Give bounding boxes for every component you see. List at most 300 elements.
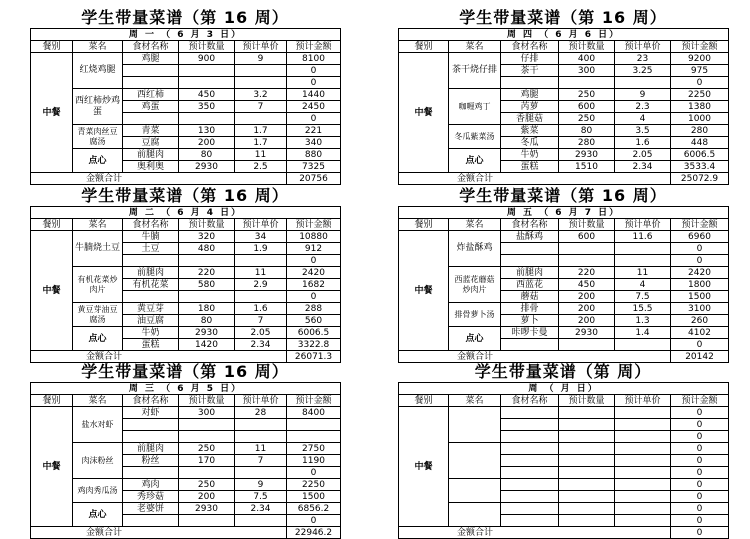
amount-cell: 7325 [287,161,341,173]
total-amount: 0 [671,527,729,539]
unit-price-cell [615,479,671,491]
quantity-cell [559,419,615,431]
total-label: 金额合计 [399,351,671,363]
quantity-cell [559,255,615,267]
header-quantity: 预计数量 [559,395,615,407]
unit-price-cell: 7 [235,101,287,113]
unit-price-cell: 2.05 [235,327,287,339]
ingredient-cell: 紫菜 [501,125,559,137]
amount-cell: 2250 [671,89,729,101]
amount-cell: 0 [671,255,729,267]
quantity-cell: 220 [559,267,615,279]
quantity-cell [179,419,235,431]
quantity-cell: 600 [559,101,615,113]
ingredient-cell: 前腿肉 [123,267,179,279]
quantity-cell: 450 [559,279,615,291]
header-unit-price: 预计单价 [235,219,287,231]
ingredient-cell [501,243,559,255]
quantity-cell [559,407,615,419]
ingredient-cell [501,515,559,527]
amount-cell: 0 [671,407,729,419]
ingredient-cell: 蛋糕 [123,339,179,351]
unit-price-cell: 7.5 [235,491,287,503]
header-ingredient: 食材名称 [501,41,559,53]
ingredient-cell [501,407,559,419]
unit-price-cell [235,419,287,431]
ingredient-cell [501,419,559,431]
amount-cell: 2750 [287,443,341,455]
header-amount: 预计金额 [671,219,729,231]
amount-cell: 0 [287,77,341,89]
header-dish: 菜名 [449,219,501,231]
quantity-cell: 80 [179,149,235,161]
header-dish: 菜名 [73,219,123,231]
amount-cell: 6006.5 [287,327,341,339]
amount-cell [287,419,341,431]
unit-price-cell [615,515,671,527]
quantity-cell [559,491,615,503]
unit-price-cell: 1.3 [615,315,671,327]
ingredient-cell: 豆腐 [123,137,179,149]
header-unit-price: 预计单价 [235,41,287,53]
ingredient-cell [501,467,559,479]
ingredient-cell [501,77,559,89]
ingredient-cell: 有机花菜 [123,279,179,291]
menu-block-blank [398,362,728,538]
dish-name-cell: 排骨萝卜汤 [449,303,501,327]
amount-cell: 0 [671,491,729,503]
amount-cell: 0 [671,243,729,255]
quantity-cell [179,65,235,77]
ingredient-cell: 芮萝 [501,101,559,113]
dish-name-cell: 点心 [449,327,501,351]
amount-cell: 340 [287,137,341,149]
header-meal: 餐别 [399,219,449,231]
total-amount: 22946.2 [287,527,341,539]
amount-cell: 560 [287,315,341,327]
ingredient-cell: 西蓝花 [501,279,559,291]
amount-cell: 0 [671,443,729,455]
dish-name-cell: 盐水对虾 [73,407,123,443]
unit-price-cell [615,339,671,351]
quantity-cell: 300 [179,407,235,419]
meal-type-cell: 中餐 [399,407,449,527]
unit-price-cell [615,503,671,515]
dish-name-cell: 点心 [73,149,123,173]
ingredient-cell: 牛奶 [123,327,179,339]
unit-price-cell [235,515,287,527]
unit-price-cell: 1.9 [235,243,287,255]
menu-block-tuesday [30,186,340,362]
amount-cell: 280 [671,125,729,137]
amount-cell: 448 [671,137,729,149]
ingredient-cell: 鸡肉 [123,479,179,491]
dish-name-cell: 冬瓜紫菜汤 [449,125,501,149]
quantity-cell [559,467,615,479]
quantity-cell [559,503,615,515]
unit-price-cell [615,491,671,503]
unit-price-cell: 7 [235,455,287,467]
quantity-cell: 130 [179,125,235,137]
ingredient-cell: 蘑菇 [501,291,559,303]
ingredient-cell: 青菜 [123,125,179,137]
unit-price-cell: 2.05 [615,149,671,161]
ingredient-cell: 牛奶 [501,149,559,161]
amount-cell: 260 [671,315,729,327]
unit-price-cell: 11.6 [615,231,671,243]
unit-price-cell: 7.5 [615,291,671,303]
meal-type-cell: 中餐 [399,53,449,173]
header-dish: 菜名 [449,41,501,53]
dish-name-cell: 炸盐酥鸡 [449,231,501,267]
quantity-cell: 2930 [179,503,235,515]
amount-cell: 6856.2 [287,503,341,515]
meal-type-cell: 中餐 [31,53,73,173]
quantity-cell: 400 [559,53,615,65]
amount-cell: 0 [287,255,341,267]
ingredient-cell: 西红柿 [123,89,179,101]
ingredient-cell: 秀珍菇 [123,491,179,503]
header-quantity: 预计数量 [179,41,235,53]
ingredient-cell [501,255,559,267]
total-label: 金额合计 [31,351,287,363]
header-ingredient: 食材名称 [501,219,559,231]
unit-price-cell: 9 [615,89,671,101]
quantity-cell: 480 [179,243,235,255]
ingredient-cell: 前腿肉 [501,267,559,279]
quantity-cell [179,515,235,527]
unit-price-cell: 7 [235,315,287,327]
unit-price-cell [615,407,671,419]
dish-name-cell [449,503,501,527]
amount-cell: 3100 [671,303,729,315]
total-label: 金额合计 [399,173,671,185]
menu-block-thursday [398,8,728,184]
unit-price-cell [235,291,287,303]
ingredient-cell [501,503,559,515]
unit-price-cell: 3.5 [615,125,671,137]
amount-cell: 0 [287,467,341,479]
unit-price-cell: 1.7 [235,125,287,137]
header-quantity: 预计数量 [179,219,235,231]
ingredient-cell: 老婆饼 [123,503,179,515]
block-title: 学生带量菜谱（第 16 周） [81,8,289,27]
amount-cell: 0 [287,515,341,527]
ingredient-cell [123,255,179,267]
amount-cell: 2250 [287,479,341,491]
quantity-cell: 1510 [559,161,615,173]
unit-price-cell: 9 [235,53,287,65]
ingredient-cell [123,467,179,479]
ingredient-cell: 土豆 [123,243,179,255]
ingredient-cell: 茶干 [501,65,559,77]
ingredient-cell: 鸡腿 [123,53,179,65]
menu-block-monday [30,8,340,184]
amount-cell: 880 [287,149,341,161]
amount-cell: 221 [287,125,341,137]
unit-price-cell [235,77,287,89]
menu-table [398,382,729,539]
ingredient-cell: 牛腩 [123,231,179,243]
quantity-cell: 80 [559,125,615,137]
dish-name-cell: 咖喱鸡丁 [449,89,501,125]
week-date-label: 周 （ 月 日） [399,383,729,395]
amount-cell: 0 [287,65,341,77]
header-dish: 菜名 [73,395,123,407]
ingredient-cell [123,65,179,77]
ingredient-cell [501,455,559,467]
dish-name-cell: 点心 [73,327,123,351]
menu-table [398,28,729,185]
ingredient-cell: 油豆腐 [123,315,179,327]
block-title: 学生带量菜谱（第 16 周） [81,186,289,205]
quantity-cell [559,443,615,455]
amount-cell: 0 [671,77,729,89]
unit-price-cell: 4 [615,279,671,291]
header-amount: 预计金额 [287,41,341,53]
ingredient-cell: 仔排 [501,53,559,65]
quantity-cell: 200 [559,291,615,303]
unit-price-cell [615,431,671,443]
quantity-cell [559,339,615,351]
unit-price-cell: 23 [615,53,671,65]
quantity-cell [179,255,235,267]
amount-cell: 0 [671,479,729,491]
ingredient-cell [501,431,559,443]
amount-cell: 0 [671,339,729,351]
quantity-cell: 2930 [559,327,615,339]
amount-cell: 2420 [671,267,729,279]
block-title: 学生带量菜谱（第 周） [474,362,652,381]
quantity-cell: 450 [179,89,235,101]
quantity-cell: 580 [179,279,235,291]
dish-name-cell [449,407,501,443]
unit-price-cell [235,467,287,479]
quantity-cell: 180 [179,303,235,315]
quantity-cell: 250 [179,443,235,455]
ingredient-cell: 香腿菇 [501,113,559,125]
block-title: 学生带量菜谱（第 16 周） [81,362,289,381]
unit-price-cell: 15.5 [615,303,671,315]
unit-price-cell: 2.3 [615,101,671,113]
unit-price-cell: 1.6 [235,303,287,315]
amount-cell: 6006.5 [671,149,729,161]
header-ingredient: 食材名称 [501,395,559,407]
quantity-cell [559,77,615,89]
menu-block-friday [398,186,728,362]
menu-table [30,28,341,185]
header-meal: 餐别 [399,395,449,407]
dish-name-cell [449,479,501,503]
amount-cell [287,431,341,443]
amount-cell: 1800 [671,279,729,291]
unit-price-cell: 28 [235,407,287,419]
amount-cell: 288 [287,303,341,315]
quantity-cell [179,467,235,479]
amount-cell: 0 [671,419,729,431]
menu-table [30,382,341,539]
ingredient-cell [123,291,179,303]
quantity-cell [179,113,235,125]
quantity-cell: 200 [179,137,235,149]
quantity-cell [559,515,615,527]
unit-price-cell: 11 [615,267,671,279]
header-meal: 餐别 [31,41,73,53]
quantity-cell: 320 [179,231,235,243]
header-ingredient: 食材名称 [123,219,179,231]
unit-price-cell: 2.9 [235,279,287,291]
dish-name-cell: 点心 [73,503,123,527]
week-date-label: 周 二 （ 6 月 4 日） [31,207,341,219]
amount-cell: 2450 [287,101,341,113]
dish-name-cell [449,443,501,479]
menu-table [398,206,729,363]
unit-price-cell: 3.2 [235,89,287,101]
unit-price-cell [615,419,671,431]
amount-cell: 0 [671,431,729,443]
unit-price-cell [235,113,287,125]
unit-price-cell [235,65,287,77]
quantity-cell: 170 [179,455,235,467]
amount-cell: 0 [287,291,341,303]
total-amount: 20756 [287,173,341,185]
ingredient-cell: 鸡蛋 [123,101,179,113]
dish-name-cell: 青菜肉丝豆腐汤 [73,125,123,149]
amount-cell: 3322.8 [287,339,341,351]
ingredient-cell: 蛋糕 [501,161,559,173]
block-title: 学生带量菜谱（第 16 周） [459,186,667,205]
dish-name-cell: 有机花菜炒肉片 [73,267,123,303]
ingredient-cell [501,479,559,491]
dish-name-cell: 牛腩烧土豆 [73,231,123,267]
unit-price-cell: 34 [235,231,287,243]
unit-price-cell: 11 [235,149,287,161]
ingredient-cell [123,515,179,527]
total-amount: 20142 [671,351,729,363]
menu-block-wednesday [30,362,340,538]
header-meal: 餐别 [399,41,449,53]
header-amount: 预计金额 [671,41,729,53]
amount-cell: 1000 [671,113,729,125]
quantity-cell: 2930 [179,327,235,339]
header-amount: 预计金额 [287,395,341,407]
amount-cell: 0 [671,503,729,515]
unit-price-cell [235,431,287,443]
amount-cell: 1500 [671,291,729,303]
quantity-cell: 1420 [179,339,235,351]
meal-type-cell: 中餐 [31,231,73,351]
amount-cell: 0 [287,113,341,125]
unit-price-cell: 2.34 [235,339,287,351]
quantity-cell [559,455,615,467]
ingredient-cell: 奥利奥 [123,161,179,173]
quantity-cell [559,431,615,443]
quantity-cell: 250 [559,113,615,125]
amount-cell: 1500 [287,491,341,503]
ingredient-cell: 对虾 [123,407,179,419]
unit-price-cell: 11 [235,267,287,279]
ingredient-cell: 排骨 [501,303,559,315]
dish-name-cell: 西红柿炒鸡蛋 [73,89,123,125]
quantity-cell: 350 [179,101,235,113]
header-meal: 餐别 [31,219,73,231]
ingredient-cell [123,419,179,431]
amount-cell: 0 [671,455,729,467]
quantity-cell: 250 [559,89,615,101]
amount-cell: 3533.4 [671,161,729,173]
ingredient-cell: 鸡腿 [501,89,559,101]
unit-price-cell [615,455,671,467]
header-meal: 餐别 [31,395,73,407]
unit-price-cell: 2.5 [235,161,287,173]
quantity-cell: 200 [559,315,615,327]
dish-name-cell: 西蓝花蘑菇炒肉片 [449,267,501,303]
quantity-cell: 2930 [559,149,615,161]
ingredient-cell: 咔啰卡曼 [501,327,559,339]
header-dish: 菜名 [449,395,501,407]
header-unit-price: 预计单价 [615,219,671,231]
dish-name-cell: 红烧鸡腿 [73,53,123,89]
quantity-cell: 300 [559,65,615,77]
header-unit-price: 预计单价 [615,395,671,407]
header-quantity: 预计数量 [559,219,615,231]
dish-name-cell: 茶干烧仔排 [449,53,501,89]
ingredient-cell: 粉丝 [123,455,179,467]
amount-cell: 1380 [671,101,729,113]
quantity-cell [179,291,235,303]
quantity-cell: 200 [559,303,615,315]
total-amount: 26071.3 [287,351,341,363]
ingredient-cell: 黄豆芽 [123,303,179,315]
unit-price-cell [615,443,671,455]
unit-price-cell: 4 [615,113,671,125]
amount-cell: 1682 [287,279,341,291]
ingredient-cell [123,431,179,443]
quantity-cell: 2930 [179,161,235,173]
amount-cell: 9200 [671,53,729,65]
total-amount: 25072.9 [671,173,729,185]
quantity-cell: 280 [559,137,615,149]
quantity-cell [179,431,235,443]
block-title: 学生带量菜谱（第 16 周） [459,8,667,27]
total-label: 金额合计 [399,527,671,539]
amount-cell: 2420 [287,267,341,279]
ingredient-cell [501,443,559,455]
amount-cell: 10880 [287,231,341,243]
header-ingredient: 食材名称 [123,41,179,53]
header-unit-price: 预计单价 [615,41,671,53]
header-quantity: 预计数量 [559,41,615,53]
header-dish: 菜名 [73,41,123,53]
ingredient-cell [123,77,179,89]
ingredient-cell: 萝卜 [501,315,559,327]
amount-cell: 1190 [287,455,341,467]
menu-table [30,206,341,363]
week-date-label: 周 五 （ 6 月 7 日） [399,207,729,219]
amount-cell: 8400 [287,407,341,419]
amount-cell: 912 [287,243,341,255]
amount-cell: 4102 [671,327,729,339]
ingredient-cell: 前腿肉 [123,149,179,161]
quantity-cell: 80 [179,315,235,327]
week-date-label: 周 一 （ 6 月 3 日） [31,29,341,41]
ingredient-cell: 冬瓜 [501,137,559,149]
dish-name-cell: 肉沫粉丝 [73,443,123,479]
quantity-cell: 220 [179,267,235,279]
ingredient-cell: 前腿肉 [123,443,179,455]
amount-cell: 1440 [287,89,341,101]
unit-price-cell: 2.34 [235,503,287,515]
